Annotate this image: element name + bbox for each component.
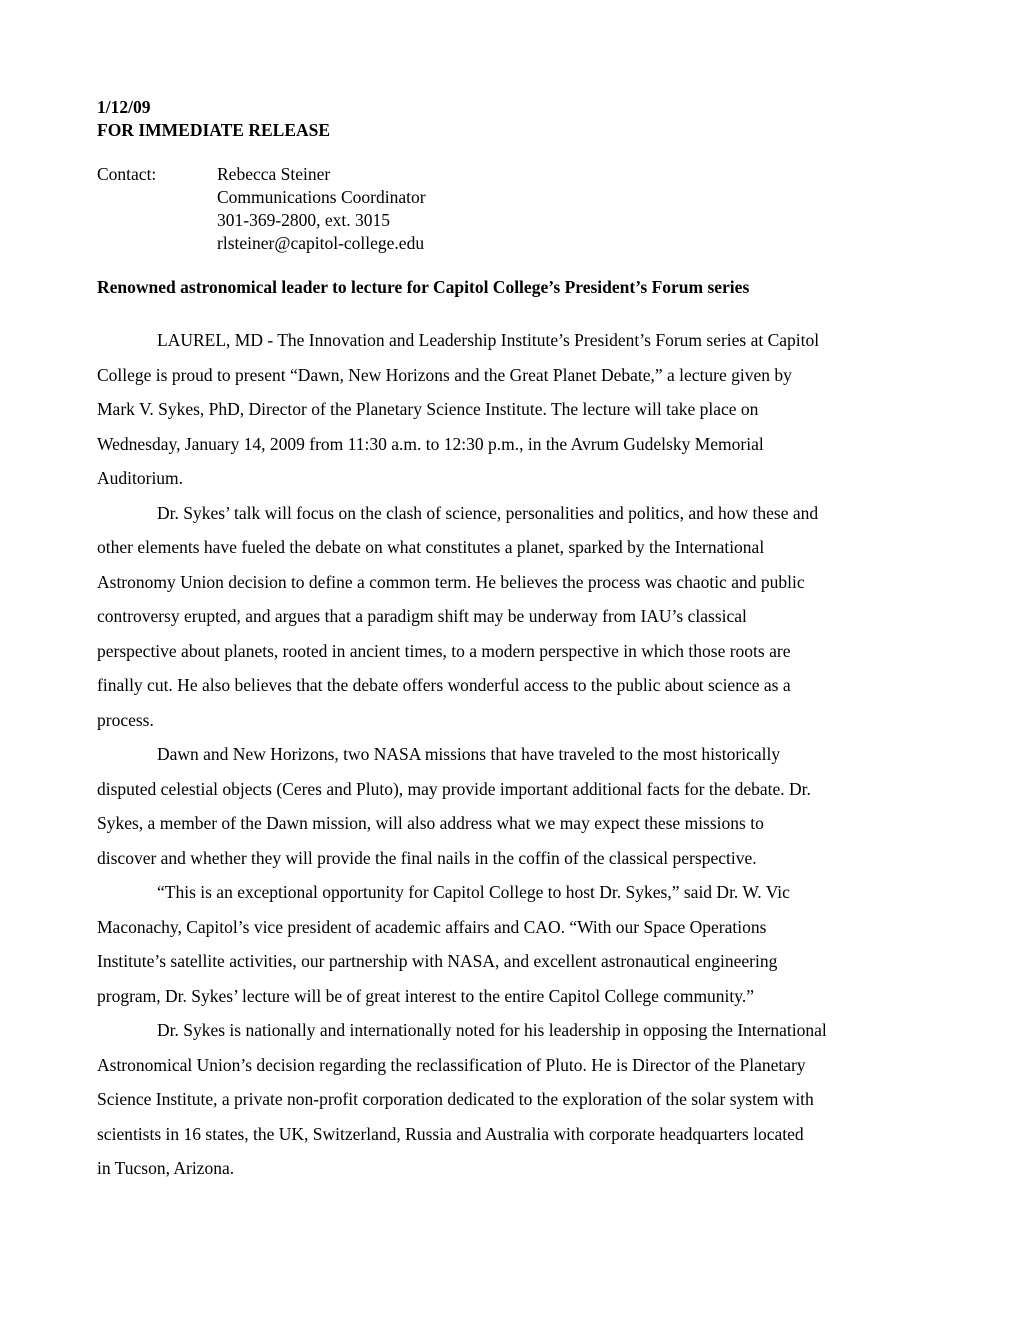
paragraph-line: controversy erupted, and argues that a paradigm shift may be underway from IAU’s classical	[97, 606, 747, 626]
paragraph-line: Astronomical Union’s decision regarding the reclassification of Pluto. He is Director of the Planetary	[97, 1054, 806, 1075]
paragraph-line: disputed celestial objects (Ceres and Pluto), may provide important additional facts for the debate. Dr.	[97, 778, 811, 799]
paragraph-line: program, Dr. Sykes’ lecture will be of great interest to the entire Capitol College community.”	[97, 985, 755, 1006]
press-release-page	[97, 96, 927, 1186]
paragraph-line: Science Institute, a private non-profit corporation dedicated to the exploration of the solar system with	[97, 1089, 814, 1109]
headline: Renowned astronomical leader to lecture for Capitol College’s President’s Forum series	[97, 277, 750, 297]
contact-phone: 301-369-2800, ext. 3015	[217, 210, 391, 230]
paragraph-line: Mark V. Sykes, PhD, Director of the Planetary Science Institute. The lecture will take place on	[97, 399, 759, 419]
paragraph	[97, 323, 927, 496]
paragraph-line: Dawn and New Horizons, two NASA missions that have traveled to the most historically	[157, 744, 781, 764]
paragraph-line: Maconachy, Capitol’s vice president of academic affairs and CAO. “With our Space Operations	[97, 916, 767, 937]
paragraph-line: process.	[97, 709, 154, 730]
paragraph-line: Dr. Sykes’ talk will focus on the clash of science, personalities and politics, and how these and	[157, 502, 819, 523]
article-body	[97, 323, 927, 1186]
contact-email: rlsteiner@capitol-college.edu	[217, 233, 425, 253]
paragraph-line: Wednesday, January 14, 2009 from 11:30 a.m. to 12:30 p.m., in the Avrum Gudelsky Memorial	[97, 433, 764, 454]
paragraph	[97, 496, 927, 738]
paragraph-line: College is proud to present “Dawn, New Horizons and the Great Planet Debate,” a lecture given by	[97, 364, 792, 385]
paragraph-line: other elements have fueled the debate on what constitutes a planet, sparked by the International	[97, 537, 765, 557]
paragraph-line: scientists in 16 states, the UK, Switzerland, Russia and Australia with corporate headquarters located	[97, 1123, 804, 1144]
paragraph-line: Sykes, a member of the Dawn mission, will also address what we may expect these missions to	[97, 813, 764, 833]
paragraph-line: Astronomy Union decision to define a common term. He believes the process was chaotic and public	[97, 571, 805, 592]
contact-block	[97, 163, 927, 255]
paragraph-line: in Tucson, Arizona.	[97, 1158, 235, 1178]
paragraph-line: Dr. Sykes is nationally and internationally noted for his leadership in opposing the International	[157, 1020, 827, 1040]
paragraph-line: “This is an exceptional opportunity for Capitol College to host Dr. Sykes,” said Dr. W. Vic	[157, 882, 790, 902]
contact-title: Communications Coordinator	[217, 187, 426, 207]
paragraph-line: LAUREL, MD - The Innovation and Leadership Institute’s President’s Forum series at Capitol	[157, 330, 820, 350]
contact-details	[217, 163, 426, 255]
paragraph-line: Auditorium.	[97, 468, 184, 488]
paragraph	[97, 737, 927, 875]
paragraph-line: Institute’s satellite activities, our partnership with NASA, and excellent astronautical engineering	[97, 951, 778, 971]
contact-name: Rebecca Steiner	[217, 164, 331, 184]
paragraph-line: finally cut. He also believes that the debate offers wonderful access to the public about science as a	[97, 675, 791, 695]
contact-label: Contact:	[97, 164, 157, 184]
paragraph	[97, 1013, 927, 1186]
release-label: FOR IMMEDIATE RELEASE	[97, 120, 331, 140]
release-date: 1/12/09	[97, 97, 151, 117]
paragraph-line: discover and whether they will provide the final nails in the coffin of the classical perspective.	[97, 847, 757, 868]
paragraph-line: perspective about planets, rooted in ancient times, to a modern perspective in which those roots are	[97, 640, 791, 661]
paragraph	[97, 875, 927, 1013]
